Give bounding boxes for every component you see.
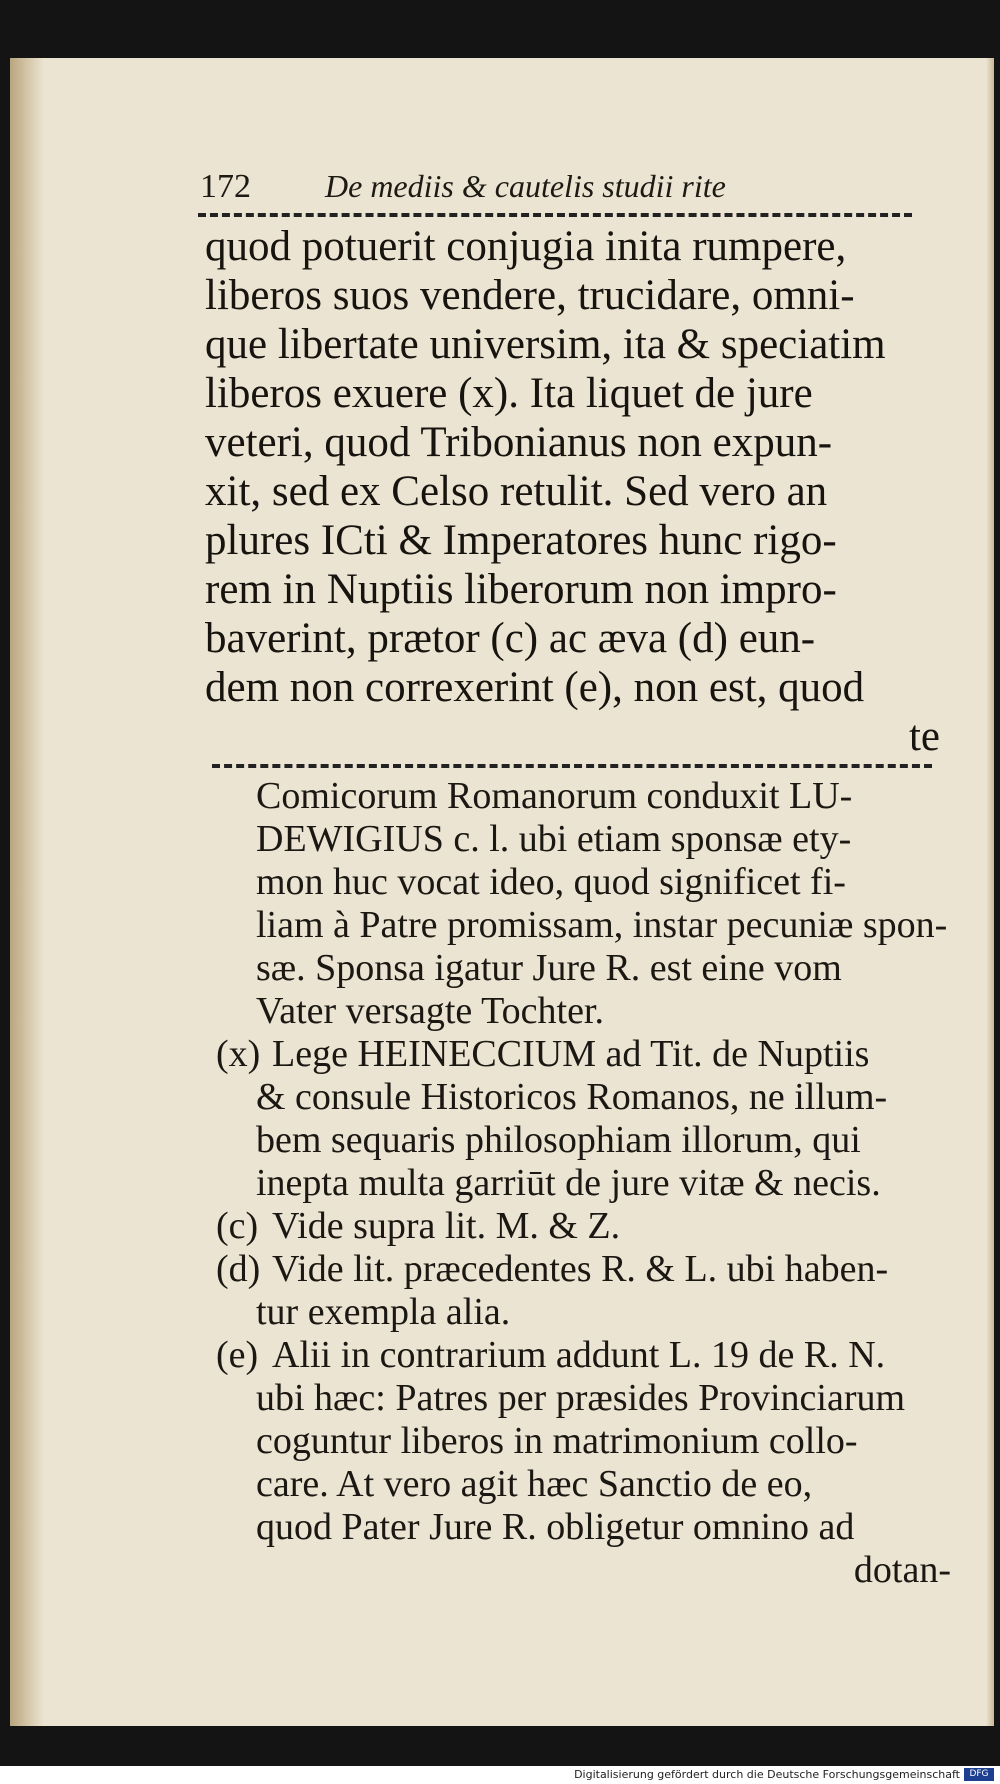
footnote-marker: (d) [216,1248,261,1290]
footnote-line: inepta multa garriūt de jure vitæ & necis. [256,1162,881,1204]
footnote-line: Vide lit. præcedentes R. & L. ubi haben- [272,1248,889,1290]
footnote-line: liam à Patre promissam, instar pecuniæ spon- [256,904,948,946]
footnote-line: & consule Historicos Romanos, ne illum- [256,1076,888,1118]
text-line: liberos exuere (x). Ita liquet de jure [205,370,813,417]
text-line: rem in Nuptiis liberorum non impro- [205,566,837,613]
header-rule [198,213,912,217]
running-head [200,168,800,208]
text-line: quod potuerit conjugia inita rumpere, [205,223,847,270]
footnote-line: DEWIGIUS c. l. ubi etiam sponsæ ety- [256,818,852,860]
footnote-line: tur exempla alia. [256,1291,511,1333]
footnote-rule [212,764,932,768]
footnote-line: Alii in contrarium addunt L. 19 de R. N. [272,1334,886,1376]
main-text-block [205,222,940,761]
footnote-line: quod Pater Jure R. obligetur omnino ad [256,1506,855,1548]
footnote-line: sæ. Sponsa igatur Jure R. est eine vom [256,947,842,989]
text-line: que libertate universim, ita & speciatim [205,321,886,368]
footnote-line: ubi hæc: Patres per præsides Provinciarum [256,1377,906,1419]
text-line: liberos suos vendere, trucidare, omni- [205,272,855,319]
page-gutter [10,58,44,1726]
footnote-continuation [216,775,951,1033]
footnote-line: mon huc vocat ideo, quod significet fi- [256,861,846,903]
footnote-e [216,1334,951,1592]
digitization-credit: Digitalisierung gefördert durch die Deutsche Forschungsgemeinschaft [574,1768,960,1781]
footnote-line: bem sequaris philosophiam illorum, qui [256,1119,861,1161]
footnote-line: Comicorum Romanorum conduxit LU- [256,775,853,817]
footnote-catchword: dotan- [853,1549,951,1591]
text-line: plures ICti & Imperatores hunc rigo- [205,517,837,564]
text-line: baverint, prætor (c) ac æva (d) eun- [205,615,816,662]
page-number: 172 [200,168,251,205]
page-edge [986,58,994,1726]
footnote-d [216,1248,951,1334]
dfg-logo: DFG [964,1768,994,1781]
text-line: xit, sed ex Celso retulit. Sed vero an [205,468,828,515]
footnote-line: Vater versagte Tochter. [256,990,604,1032]
footnotes-block [216,775,951,1592]
footnote-x [216,1033,951,1205]
running-head-title: De mediis & cautelis studii rite [325,168,726,204]
footnote-line: care. At vero agit hæc Sanctio de eo, [256,1463,813,1505]
footnote-line: Lege HEINECCIUM ad Tit. de Nuptiis [272,1033,870,1075]
footnote-line: Vide supra lit. M. & Z. [272,1205,621,1247]
footnote-line: coguntur liberos in matrimonium collo- [256,1420,858,1462]
text-line: veteri, quod Tribonianus non expun- [205,419,833,466]
catchword: te [908,713,940,760]
footnote-marker: (x) [216,1033,261,1075]
footnote-marker: (e) [216,1334,259,1376]
footnote-marker: (c) [216,1205,259,1247]
text-line: dem non correxerint (e), non est, quod [205,664,865,711]
footnote-c [216,1205,951,1248]
